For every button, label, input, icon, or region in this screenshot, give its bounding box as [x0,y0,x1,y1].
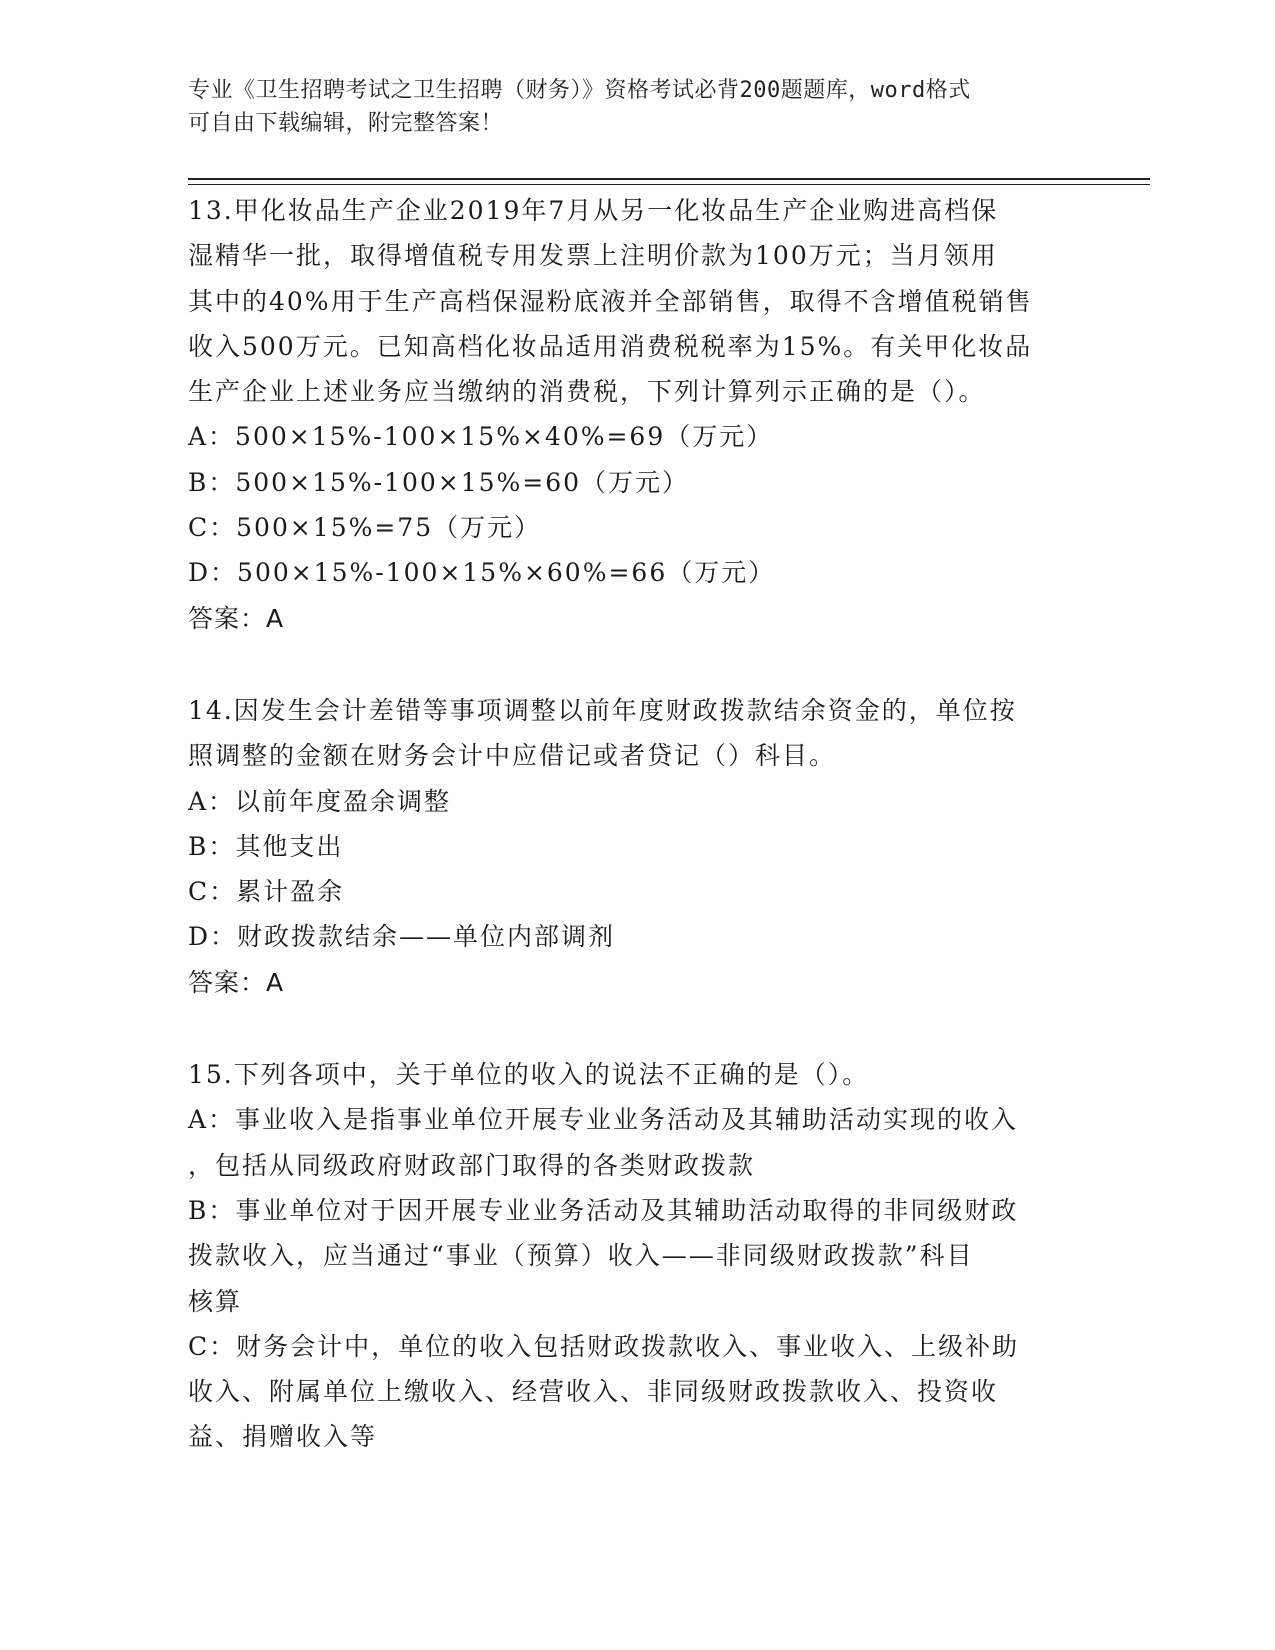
option-d: D：财政拨款结余——单位内部调剂 [188,922,616,952]
option-b: B：事业单位对于因开展专业业务活动及其辅助活动取得的非同级财政 [188,1195,1019,1225]
header-divider-thick [188,178,1150,180]
question-stem-line: 15.下列各项中，关于单位的收入的说法不正确的是（）。 [188,1060,870,1090]
answer-label: 答案：A [188,603,285,633]
option-b-continued: 拨款收入，应当通过“事业（预算）收入——非同级财政拨款”科目 [188,1241,974,1271]
option-a: A：事业收入是指事业单位开展专业业务活动及其辅助活动实现的收入 [188,1105,1019,1135]
question-stem-line: 13.甲化妆品生产企业2019年7月从另一化妆品生产企业购进高档保 [188,196,999,225]
option-c-continued: 收入、附属单位上缴收入、经营收入、非同级财政拨款收入、投资收 [188,1377,999,1407]
header-line-1: 专业《卫生招聘考试之卫生招聘（财务）》资格考试必背200题题库，word格式 [188,78,971,103]
question-stem-line: 14.因发生会计差错等事项调整以前年度财政拨款结余资金的，单位按 [188,695,1017,725]
option-b: B：其他支出 [188,831,344,861]
answer-label: 答案：A [188,967,285,997]
question-list [188,188,1088,1460]
option-c: C：累计盈余 [188,877,345,907]
question-stem-line: 湿精华一批，取得增值税专用发票上注明价款为100万元；当月领用 [188,241,998,271]
question-15 [188,1052,1088,1460]
option-a: A：500×15%-100×15%×40%=69（万元） [188,422,774,452]
question-stem-line: 其中的40%用于生产高档保湿粉底液并全部销售，取得不含增值税销售 [188,286,1033,316]
question-13 [188,188,1088,641]
option-c: C：500×15%=75（万元） [188,513,542,543]
question-stem-line: 生产企业上述业务应当缴纳的消费税，下列计算列示正确的是（）。 [188,377,986,407]
option-c: C：财务会计中，单位的收入包括财政拨款收入、事业收入、上级补助 [188,1331,1020,1361]
header-line-2: 可自由下载编辑，附完整答案！ [188,111,504,136]
option-b-continued: 核算 [188,1286,243,1316]
question-stem-line: 收入500万元。已知高档化妆品适用消费税税率为15%。有关甲化妆品 [188,331,1033,361]
question-spacer [188,1005,1088,1052]
document-header [188,74,1068,140]
option-a: A：以前年度盈余调整 [188,786,452,816]
question-14 [188,688,1088,1005]
option-d: D：500×15%-100×15%×60%=66（万元） [188,558,776,588]
option-c-continued: 益、捐赠收入等 [188,1422,378,1452]
option-b: B：500×15%-100×15%=60（万元） [188,467,690,497]
option-a-continued: ，包括从同级政府财政部门取得的各类财政拨款 [188,1150,756,1180]
header-divider-thin [188,184,1150,185]
question-spacer [188,641,1088,688]
question-stem-line: 照调整的金额在财务会计中应借记或者贷记（）科目。 [188,741,837,771]
